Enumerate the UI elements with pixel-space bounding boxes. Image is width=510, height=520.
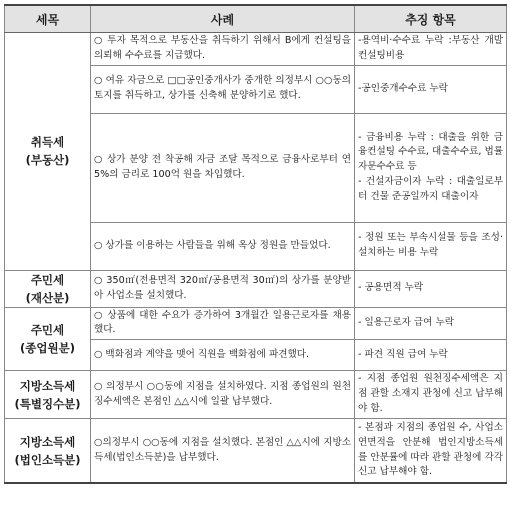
example-cell: ○ 투자 목적으로 부동산을 취득하기 위해서 B에게 컨설팅을 의뢰해 수수료를 지급했다. [91, 33, 355, 66]
items-cell: - 지점 종업원 원천징수세액은 지점 관할 소재지 관청에 신고 납부해야 함. [355, 371, 507, 419]
items-cell: - 본점과 지점의 종업원 수, 사업소 연면적을 안분해 법인지방소득세를 안분률에 따라 관할 관청에 각각 신고 납부해야 함. [355, 419, 507, 484]
items-cell: - 정원 또는 부속시설물 등을 조성·설치하는 비용 누락 [355, 222, 507, 270]
example-cell: ○ 상가를 이용하는 사람들을 위해 옥상 정원을 만들었다. [91, 222, 355, 270]
category-resident-property [5, 270, 91, 307]
table-row [5, 270, 507, 307]
example-cell: ○ 상품에 대한 수요가 증가하여 3개월간 일용근로자를 채용했다. [91, 307, 355, 340]
category-acquisition [5, 33, 91, 271]
items-cell: -용역비·수수료 누락 :부동산 개발 컨설팅비용 [355, 33, 507, 66]
category-name: 주민세 [30, 272, 65, 287]
category-sub: (재산분) [25, 290, 70, 305]
example-cell: ○ 350㎡(전용면적 320㎡/공용면적 30㎡)의 상가를 분양받아 사업소를 설치했다. [91, 270, 355, 307]
header-items: 추징 항목 [355, 5, 507, 33]
category-sub: (특별징수분) [14, 396, 81, 411]
items-cell: - 금융비용 누락 : 대출을 위한 금융컨설팅 수수료, 대출수수료, 법률자문수수료 등 - 건설자금이자 누락 : 대출일로부터 건물 준공일까지 대출이자 [355, 113, 507, 222]
category-resident-employee [5, 307, 91, 371]
example-cell: ○의정부시 ○○동에 지점을 설치했다. 본점인 △△시에 지방소득세(법인소득분)을 납부했다. [91, 419, 355, 484]
table-row [5, 371, 507, 419]
category-name: 주민세 [30, 322, 65, 337]
items-cell: - 공용면적 누락 [355, 270, 507, 307]
items-cell: - 파견 직원 급여 누락 [355, 340, 507, 371]
table-row [5, 33, 507, 66]
header-example: 사례 [91, 5, 355, 33]
example-cell: ○ 백화점과 계약을 맺어 직원을 백화점에 파견했다. [91, 340, 355, 371]
example-cell: ○ 상가 분양 전 착공해 자금 조달 목적으로 금융사로부터 연 5%의 금리로 100억 원을 차입했다. [91, 113, 355, 222]
table-row [5, 307, 507, 340]
category-local-income-corporate [5, 419, 91, 484]
example-cell: ○ 의정부시 ○○동에 지점을 설치하였다. 지점 종업원의 원천징수세액은 본점인 △△시에 일괄 납부했다. [91, 371, 355, 419]
tax-audit-table [4, 4, 507, 484]
category-sub: (종업원분) [20, 340, 75, 355]
category-sub: (부동산) [25, 153, 70, 168]
category-local-income-special [5, 371, 91, 419]
category-name: 취득세 [30, 135, 65, 150]
category-sub: (법인소득분) [14, 452, 81, 467]
header-category: 세목 [5, 5, 91, 33]
header-row [5, 5, 507, 33]
category-name: 지방소득세 [19, 378, 76, 393]
items-cell: - 일용근로자 급여 누락 [355, 307, 507, 340]
category-name: 지방소득세 [19, 434, 76, 449]
items-cell: -공인중개수수료 누락 [355, 65, 507, 113]
table-row [5, 419, 507, 484]
example-cell: ○ 여유 자금으로 □□공인중개사가 중개한 의정부시 ○○동의 토지를 취득하고, 상가를 신축해 분양하기로 했다. [91, 65, 355, 113]
